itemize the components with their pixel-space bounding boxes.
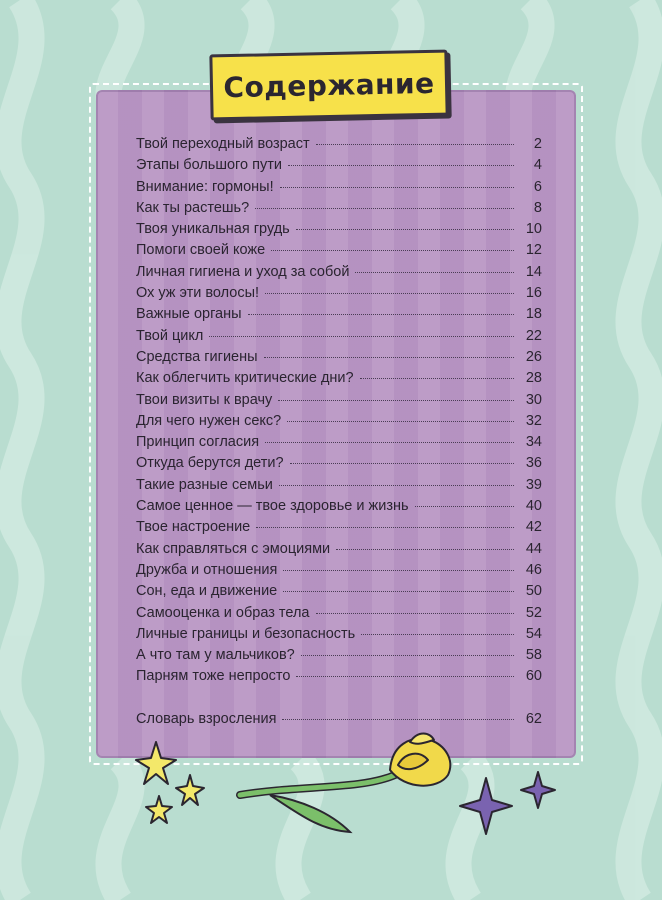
toc-entry[interactable] (136, 285, 542, 306)
toc-entry-label: Самооценка и образ тела (136, 604, 310, 621)
toc-entry-page: 40 (525, 498, 542, 515)
yellow-star-icon (176, 775, 204, 805)
toc-entry-label: Твой цикл (136, 327, 204, 344)
toc-entry-label: Средства гигиены (136, 348, 258, 365)
leader-dots (209, 336, 514, 337)
leader-dots (355, 272, 514, 273)
toc-entry[interactable] (136, 221, 542, 242)
leader-dots (360, 378, 514, 379)
toc-entry-page: 39 (525, 476, 542, 493)
toc-entry-label: Твои визиты к врачу (136, 391, 273, 408)
toc-entry-page: 46 (525, 561, 542, 578)
leader-dots (336, 549, 514, 550)
leader-dots (361, 634, 514, 635)
toc-entry[interactable] (136, 668, 542, 689)
toc-entry-label: Парням тоже непросто (136, 668, 291, 685)
toc-entry[interactable] (136, 157, 542, 178)
toc-entry[interactable] (136, 242, 542, 263)
tulip-stem-icon (240, 775, 395, 832)
leader-dots (296, 676, 514, 677)
toc-entry[interactable] (136, 583, 542, 604)
toc-entry[interactable] (136, 349, 542, 370)
toc-entry[interactable] (136, 541, 542, 562)
page-title: Содержание (223, 66, 435, 104)
toc-entry[interactable] (136, 264, 542, 285)
toc-entry-label: Личная гигиена и уход за собой (136, 263, 350, 280)
toc-entry-page: 54 (525, 625, 542, 642)
toc-entry-page: 2 (533, 136, 542, 152)
toc-entry-page: 22 (525, 327, 542, 344)
toc-entry-page: 44 (525, 540, 542, 557)
toc-entry[interactable] (136, 200, 542, 221)
toc-entry-label: Твоя уникальная грудь (136, 221, 290, 238)
leader-dots (296, 229, 514, 230)
toc-entry-page: 18 (525, 306, 542, 323)
toc-entry-page: 42 (525, 519, 542, 536)
leader-dots (265, 442, 514, 443)
toc-entry[interactable] (136, 328, 542, 349)
toc-entry-page: 62 (525, 710, 542, 727)
toc-entry-label: Словарь взросления (136, 710, 277, 727)
toc-entry-page: 52 (525, 604, 542, 621)
toc-entry[interactable] (136, 179, 542, 200)
toc-entry-page: 12 (525, 242, 542, 259)
toc-entry-label: Важные органы (136, 306, 242, 323)
toc-entry-label: Принцип согласия (136, 434, 260, 451)
toc-entry-label: Как ты растешь? (136, 199, 250, 216)
leader-dots (287, 421, 514, 422)
toc-entry-page: 50 (525, 583, 542, 600)
toc-entry-page: 28 (525, 370, 542, 387)
toc-entry[interactable] (136, 306, 542, 327)
leader-dots (280, 187, 514, 188)
toc-entry[interactable] (136, 519, 542, 540)
leader-dots (255, 208, 514, 209)
leader-dots (283, 591, 514, 592)
decoration-illustration (0, 700, 662, 900)
title-tag (209, 50, 448, 121)
leader-dots (316, 613, 515, 614)
toc-entry-page: 30 (525, 391, 542, 408)
purple-star-icon (460, 778, 512, 834)
toc-entry[interactable] (136, 413, 542, 434)
toc-entry[interactable] (136, 434, 542, 455)
toc-entry-label: А что там у мальчиков? (136, 647, 295, 664)
yellow-star-icon (136, 742, 176, 784)
leader-dots (265, 293, 514, 294)
leader-dots (248, 314, 514, 315)
toc-entry-page: 32 (525, 412, 542, 429)
toc-entry-label: Такие разные семьи (136, 476, 273, 493)
toc-entry-page: 8 (533, 199, 542, 216)
leader-dots (271, 250, 514, 251)
leader-dots (278, 400, 514, 401)
toc-entry-label: Как облегчить критические дни? (136, 370, 354, 387)
toc-entry[interactable] (136, 647, 542, 668)
toc-entry-page: 6 (533, 178, 542, 195)
leader-dots (283, 570, 514, 571)
leader-dots (316, 144, 514, 145)
toc-entry[interactable] (136, 477, 542, 498)
tulip-flower-icon (390, 734, 450, 786)
toc-entry-label: Самое ценное — твое здоровье и жизнь (136, 498, 409, 515)
leader-dots (415, 506, 514, 507)
toc-entry[interactable] (136, 498, 542, 519)
toc-entry-page: 16 (525, 285, 542, 302)
toc-entry[interactable] (136, 370, 542, 391)
toc-entry-label: Этапы большого пути (136, 157, 282, 174)
leader-dots (288, 165, 514, 166)
toc-entry-page: 10 (525, 221, 542, 238)
toc-entry-label: Откуда берутся дети? (136, 455, 284, 472)
toc-entry[interactable] (136, 392, 542, 413)
toc-entry[interactable] (136, 626, 542, 647)
toc-entry-page: 58 (525, 647, 542, 664)
toc-entry-label: Твое настроение (136, 519, 251, 536)
table-of-contents (136, 136, 542, 732)
leader-dots (279, 485, 514, 486)
toc-entry-page: 14 (525, 263, 542, 280)
yellow-star-icon (146, 796, 172, 823)
toc-entry-label: Твой переходный возраст (136, 136, 310, 152)
toc-entry-label: Внимание: гормоны! (136, 178, 274, 195)
toc-entry-page: 26 (525, 348, 542, 365)
leader-dots (290, 463, 514, 464)
toc-entry-label: Дружба и отношения (136, 561, 278, 578)
leader-dots (264, 357, 514, 358)
toc-entry-label: Личные границы и безопасность (136, 625, 356, 642)
toc-entry[interactable] (136, 605, 542, 626)
toc-entry[interactable] (136, 136, 542, 157)
toc-entry[interactable] (136, 562, 542, 583)
toc-entry-page: 4 (533, 157, 542, 174)
toc-entry[interactable] (136, 455, 542, 476)
leader-dots (301, 655, 514, 656)
toc-entry-label: Как справляться с эмоциями (136, 540, 331, 557)
toc-entry-page: 34 (525, 434, 542, 451)
toc-entry-page: 36 (525, 455, 542, 472)
toc-entry-label: Сон, еда и движение (136, 583, 278, 600)
leader-dots (256, 527, 514, 528)
toc-entry-page: 60 (525, 668, 542, 685)
purple-star-icon (521, 772, 555, 808)
toc-entry-label: Для чего нужен секс? (136, 412, 282, 429)
toc-entry-label: Ох уж эти волосы! (136, 285, 260, 302)
toc-entry-label: Помоги своей коже (136, 242, 266, 259)
